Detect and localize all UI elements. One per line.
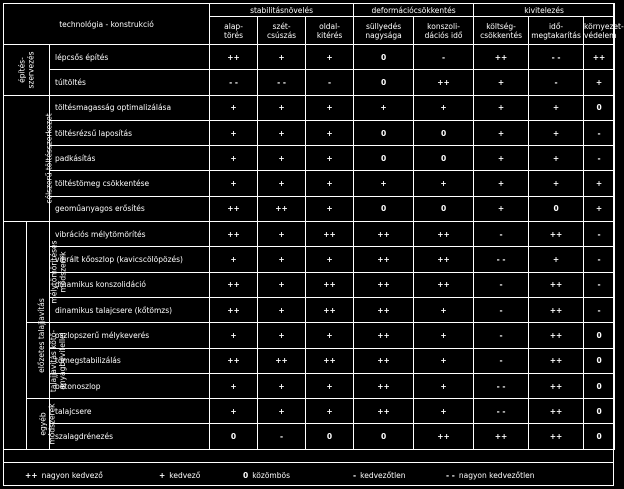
rating-cell: +	[584, 171, 615, 196]
table-row	[4, 120, 615, 145]
legend-item: - kedvezőtlen	[353, 471, 406, 480]
rating-cell: 0	[414, 120, 474, 145]
rating-cell: +	[258, 399, 306, 424]
rating-cell: +	[258, 120, 306, 145]
rating-cell: - -	[474, 247, 529, 272]
rating-cell: ++	[414, 247, 474, 272]
rating-cell: +	[258, 45, 306, 70]
table-row	[4, 373, 615, 398]
rating-cell: +	[258, 272, 306, 297]
rating-cell: -	[258, 424, 306, 449]
rating-cell: ++	[210, 272, 258, 297]
rating-cell: ++	[210, 196, 258, 221]
legend	[3, 462, 614, 487]
rating-cell: 0	[414, 196, 474, 221]
group-label-line: módszerek	[58, 251, 68, 293]
header-corner: technológia - konstrukció	[4, 4, 210, 45]
rating-cell: +	[210, 171, 258, 196]
rating-cell: +	[306, 196, 354, 221]
rating-cell: +	[414, 95, 474, 120]
group-label-text	[49, 330, 67, 392]
rating-cell: -	[414, 45, 474, 70]
rating-cell: +	[210, 323, 258, 348]
group-label	[27, 399, 57, 450]
rating-cell: +	[210, 247, 258, 272]
rating-cell: +	[210, 146, 258, 171]
rating-cell: ++	[306, 297, 354, 322]
rating-cell: ++	[529, 373, 584, 398]
column-header-line: csúszás	[266, 30, 297, 40]
rating-cell: +	[306, 399, 354, 424]
rating-cell: +	[414, 399, 474, 424]
rating-cell: +	[258, 297, 306, 322]
table-row	[4, 95, 615, 120]
rating-cell: +	[474, 146, 529, 171]
rating-cell: ++	[354, 323, 414, 348]
rating-cell: +	[354, 95, 414, 120]
legend-item: + kedvező	[159, 471, 201, 480]
comparison-table	[3, 3, 624, 450]
technology-name: dinamikus talajcsere (kőtömzs)	[50, 297, 210, 322]
rating-cell: ++	[210, 297, 258, 322]
group-label-line: módszerek	[47, 403, 57, 445]
rating-cell: 0	[584, 323, 615, 348]
rating-cell: 0	[584, 424, 615, 449]
rating-cell: ++	[210, 348, 258, 373]
group-label-text	[18, 51, 36, 88]
rating-cell: ++	[474, 45, 529, 70]
table-row	[4, 222, 615, 247]
rating-cell: 0	[210, 424, 258, 449]
rating-cell: +	[258, 171, 306, 196]
rating-cell: +	[306, 247, 354, 272]
group-label-line: szervezés	[26, 51, 36, 89]
technology-name: dinamikus konszolidáció	[50, 272, 210, 297]
rating-cell: +	[258, 373, 306, 398]
technology-name: geoműanyagos erősítés	[50, 196, 210, 221]
rating-cell: +	[354, 171, 414, 196]
rating-cell: +	[258, 95, 306, 120]
column-header-line: törés	[224, 30, 244, 40]
column-header	[529, 17, 584, 45]
table-row	[4, 70, 615, 95]
rating-cell: 0	[354, 424, 414, 449]
rating-cell: ++	[414, 424, 474, 449]
rating-cell: ++	[258, 196, 306, 221]
table-row	[4, 272, 615, 297]
group-label-line: célszerű töltésszerkezet	[44, 113, 54, 204]
rating-cell: -	[584, 146, 615, 171]
column-header-line: védelem	[584, 30, 617, 40]
group-label-line: anyagbevitellel	[58, 331, 68, 390]
legend-item: ++ nagyon kedvező	[25, 471, 103, 480]
column-header	[210, 17, 258, 45]
column-header-line: oldal-	[319, 21, 340, 31]
group-label-text	[39, 403, 57, 444]
rating-cell: +	[414, 348, 474, 373]
column-header-line: konszoli-	[427, 21, 460, 31]
technology-name: tömegstabilizálás	[50, 348, 210, 373]
rating-cell: ++	[354, 247, 414, 272]
rating-cell: +	[258, 323, 306, 348]
rating-cell: ++	[529, 348, 584, 373]
rating-cell: ++	[258, 348, 306, 373]
column-header-line: süllyedés	[365, 21, 402, 31]
rating-cell: 0	[354, 120, 414, 145]
legend-item: 0 közömbös	[243, 471, 290, 480]
technology-name: töltésrézsű laposítás	[50, 120, 210, 145]
table-row	[4, 247, 615, 272]
rating-cell: ++	[529, 323, 584, 348]
column-header	[354, 17, 414, 45]
column-header	[474, 17, 529, 45]
column-header-line: idő-	[548, 21, 564, 31]
rating-cell: +	[210, 120, 258, 145]
technology-name: lépcsős építés	[50, 45, 210, 70]
table-row	[4, 323, 615, 348]
rating-cell: +	[258, 146, 306, 171]
rating-cell: -	[584, 222, 615, 247]
column-header-line: kitérés	[316, 30, 343, 40]
technology-name: betonoszlop	[50, 373, 210, 398]
rating-cell: -	[584, 120, 615, 145]
column-header-line: környezet-	[584, 21, 624, 31]
rating-cell: +	[584, 196, 615, 221]
rating-cell: ++	[529, 399, 584, 424]
rating-cell: 0	[584, 373, 615, 398]
rating-cell: +	[529, 120, 584, 145]
rating-cell: ++	[306, 222, 354, 247]
rating-cell: 0	[354, 196, 414, 221]
rating-cell: +	[306, 120, 354, 145]
column-header-line: alap-	[224, 21, 243, 31]
technology-name: padkásítás	[50, 146, 210, 171]
technology-name: töltéstömeg csökkentése	[50, 171, 210, 196]
rating-cell: +	[306, 373, 354, 398]
rating-cell: - -	[258, 70, 306, 95]
rating-cell: -	[474, 297, 529, 322]
rating-cell: ++	[474, 424, 529, 449]
rating-cell: -	[584, 297, 615, 322]
column-header-line: szét-	[272, 21, 291, 31]
technology-name: vibrációs mélytömörítés	[50, 222, 210, 247]
rating-cell: +	[210, 399, 258, 424]
rating-cell: ++	[529, 424, 584, 449]
rating-cell: -	[584, 247, 615, 272]
rating-cell: ++	[529, 297, 584, 322]
rating-cell: 0	[354, 70, 414, 95]
rating-cell: +	[306, 323, 354, 348]
rating-cell: ++	[210, 45, 258, 70]
rating-cell: 0	[354, 45, 414, 70]
rating-cell: +	[210, 373, 258, 398]
group-label	[4, 95, 54, 221]
group-header-stability: stabilitásnövelés	[210, 4, 354, 17]
rating-cell: +	[529, 95, 584, 120]
rating-cell: -	[474, 272, 529, 297]
technology-name: vibrált kőoszlop (kavicscölöpözés)	[50, 247, 210, 272]
column-header	[306, 17, 354, 45]
rating-cell: 0	[584, 399, 615, 424]
rating-cell: +	[529, 247, 584, 272]
rating-cell: ++	[414, 70, 474, 95]
column-header-line: nagysága	[365, 30, 402, 40]
rating-cell: +	[306, 45, 354, 70]
outer-group-label-text: előzetes talajjavítás	[36, 298, 46, 373]
rating-cell: -	[474, 348, 529, 373]
rating-cell: - -	[529, 45, 584, 70]
group-header-deformation: deformációcsökkentés	[354, 4, 474, 17]
rating-cell: +	[414, 171, 474, 196]
column-header-line: csökkentés	[480, 30, 522, 40]
rating-cell: -	[474, 222, 529, 247]
rating-cell: ++	[354, 297, 414, 322]
rating-cell: +	[414, 373, 474, 398]
group-label-line: építés-	[17, 56, 27, 83]
rating-cell: 0	[529, 196, 584, 221]
rating-cell: +	[258, 247, 306, 272]
technology-name: túltöltés	[50, 70, 210, 95]
rating-cell: 0	[354, 146, 414, 171]
column-header	[258, 17, 306, 45]
rating-cell: -	[584, 272, 615, 297]
rating-cell: +	[210, 95, 258, 120]
rating-cell: 0	[584, 348, 615, 373]
rating-cell: +	[414, 297, 474, 322]
rating-cell: - -	[474, 373, 529, 398]
group-label-line: mélytömörítéses	[49, 240, 59, 304]
rating-cell: ++	[354, 348, 414, 373]
rating-cell: ++	[354, 222, 414, 247]
rating-cell: ++	[529, 272, 584, 297]
column-header-line: költség-	[486, 21, 516, 31]
group-label-text	[50, 241, 68, 304]
rating-cell: +	[474, 70, 529, 95]
rating-cell: +	[529, 146, 584, 171]
rating-cell: 0	[306, 424, 354, 449]
rating-cell: ++	[354, 399, 414, 424]
rating-cell: ++	[306, 348, 354, 373]
legend-item: - - nagyon kedvezőtlen	[446, 471, 535, 480]
technology-name: talajcsere	[50, 399, 210, 424]
group-header-execution: kivitelezés	[474, 4, 615, 17]
table-row	[4, 348, 615, 373]
group-label	[4, 45, 50, 96]
rating-cell: +	[584, 70, 615, 95]
table-row	[4, 297, 615, 322]
rating-cell: +	[258, 222, 306, 247]
group-label-line: egyéb	[38, 412, 48, 436]
rating-cell: +	[306, 146, 354, 171]
rating-cell: ++	[354, 272, 414, 297]
group-label-text	[45, 113, 54, 203]
table-row	[4, 424, 615, 449]
rating-cell: ++	[210, 222, 258, 247]
rating-cell: 0	[414, 146, 474, 171]
rating-cell: ++	[354, 373, 414, 398]
rating-cell: - -	[474, 399, 529, 424]
column-header-line: dációs idő	[424, 30, 463, 40]
technology-name: oszlopszerű mélykeverés	[50, 323, 210, 348]
rating-cell: +	[306, 171, 354, 196]
rating-cell: -	[529, 70, 584, 95]
rating-cell: 0	[584, 95, 615, 120]
column-header	[414, 17, 474, 45]
rating-cell: +	[474, 196, 529, 221]
rating-cell: ++	[584, 45, 615, 70]
rating-cell: +	[474, 171, 529, 196]
table-row	[4, 45, 615, 70]
rating-cell: ++	[529, 222, 584, 247]
column-header	[584, 17, 624, 45]
table-row	[4, 146, 615, 171]
rating-cell: ++	[414, 222, 474, 247]
rating-cell: +	[414, 323, 474, 348]
table-row	[4, 171, 615, 196]
rating-cell: +	[474, 120, 529, 145]
table-row	[4, 399, 615, 424]
group-label-line: talajjavítás kötő-	[49, 329, 59, 392]
rating-cell: +	[529, 171, 584, 196]
table-row	[4, 196, 615, 221]
rating-cell: +	[306, 95, 354, 120]
rating-cell: +	[474, 95, 529, 120]
technology-name: töltésmagasság optimalizálása	[50, 95, 210, 120]
rating-cell: ++	[414, 272, 474, 297]
column-header-line: megtakarítás	[531, 30, 581, 40]
rating-cell: -	[474, 323, 529, 348]
technology-name: szalagdrénezés	[50, 424, 210, 449]
rating-cell: -	[306, 70, 354, 95]
rating-cell: ++	[306, 272, 354, 297]
rating-cell: - -	[210, 70, 258, 95]
